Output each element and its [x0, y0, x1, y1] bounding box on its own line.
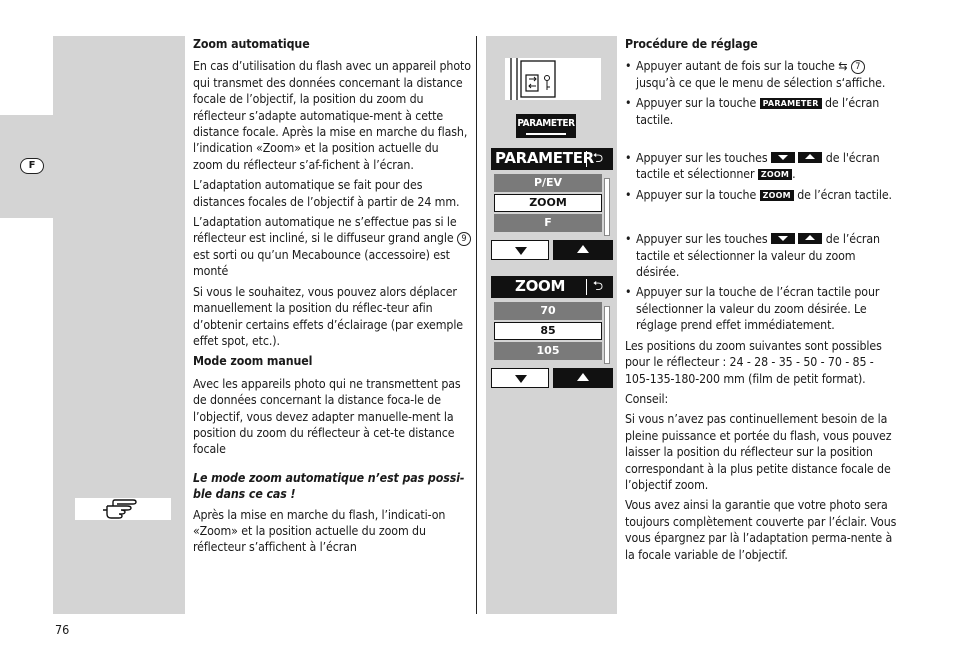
step-5-text-a: Appuyer sur les touches — [636, 232, 768, 247]
auto-zoom-paragraph-3 — [193, 214, 471, 280]
parameter-menu-title: PARAMETER — [495, 149, 594, 167]
parameter-menu-scrollbar[interactable] — [604, 178, 610, 236]
step-3-text-a: Appuyer sur les touches — [636, 151, 768, 166]
up-arrow-button[interactable] — [553, 240, 613, 260]
parameter-menu-screen — [491, 148, 613, 262]
zoom-value-item[interactable]: 85 — [494, 322, 602, 340]
zoom-key-tag: ZOOM — [760, 190, 794, 201]
step-5 — [625, 231, 900, 280]
zoom-menu-scrollbar[interactable] — [604, 306, 610, 364]
zoom-menu-titlebar — [491, 276, 613, 298]
parameter-menu-titlebar — [491, 148, 613, 170]
return-arrow-icon[interactable]: ⮌ — [586, 279, 609, 295]
auto-zoom-paragraph-4: Si vous le souhaitez, vous pouvez alors déplacer manuellement la position du réflec-teur afin d’obtenir certains effets d’éclairage (par exemple effet spot, etc.). — [193, 284, 464, 348]
tip-paragraph-1: Si vous n’avez pas continuellement besoin de la pleine puissance et portée du flash, vous pouvez laisser la position du réflecteur sur la position correspondant à la plus petite distance focale de l’objectif zoom. — [625, 412, 892, 492]
manual-zoom-paragraph: Avec les appareils photo qui ne transmettent pas de données concernant la distance foca-le de l’objectif, vous devez adapter manuelle-ment la position du zoom du réflecteur à cet-te distance focale — [193, 376, 461, 457]
reference-number-9: 9 — [457, 232, 471, 246]
zoom-menu-title: ZOOM — [515, 277, 566, 295]
auto-zoom-paragraph-2: L’adaptation automatique se fait pour des distances focales de l’objectif à partir de 24 mm. — [193, 178, 460, 209]
step-4-text-b: de l’écran tactile. — [797, 187, 892, 202]
step-3-text-c: . — [792, 167, 796, 182]
step-3-text-b: de l'écran tactile et sélectionner — [636, 151, 880, 182]
step-5-text-b: de l’écran tactile et sélectionner la valeur du zoom désirée. — [636, 232, 880, 280]
step-4 — [625, 187, 900, 203]
note-text: Le mode zoom automatique n’est pas possi-ble dans ce cas ! — [193, 470, 465, 502]
column-divider — [476, 36, 477, 614]
tip-label: Conseil: — [625, 391, 669, 406]
step-1-text-b: jusqu’à ce que le menu de sélection s‘affiche. — [636, 75, 886, 90]
parameter-menu-item[interactable]: ZOOM — [494, 194, 602, 212]
note-icon-box — [75, 498, 171, 520]
left-column — [193, 36, 471, 560]
step-3 — [625, 150, 900, 183]
down-arrow-button[interactable] — [491, 240, 549, 260]
zoom-value-list — [494, 302, 602, 362]
down-key-icon — [771, 233, 795, 244]
parameter-button-label: PARAMETER — [517, 118, 575, 129]
down-arrow-button[interactable] — [491, 368, 549, 388]
step-4-text-a: Appuyer sur la touche — [636, 187, 757, 202]
right-column — [625, 36, 900, 567]
device-illustration — [505, 58, 601, 100]
zoom-positions-paragraph: Les positions du zoom suivantes sont possibles pour le réflecteur : 24 - 28 - 35 - 50 - 70 - 85 - 105-135-180-200 mm (film de petit format). — [625, 338, 882, 386]
parameter-menu-item[interactable]: F — [494, 214, 602, 232]
mode-toggle-icon: ⇆ — [838, 59, 848, 74]
manual-zoom-heading: Mode zoom manuel — [193, 354, 313, 369]
left-margin-band — [53, 36, 185, 614]
parameter-menu-list — [494, 174, 602, 234]
language-badge: F — [20, 158, 44, 174]
parameter-menu-item[interactable]: P/EV — [494, 174, 602, 192]
up-key-icon — [798, 152, 822, 163]
pointing-hand-icon — [103, 499, 143, 519]
step-6: • Appuyer sur la touche de l’écran tactile pour sélectionner la valeur du zoom désirée. Le réglage prend effet immédiatement. — [625, 284, 900, 333]
up-key-icon — [798, 233, 822, 244]
reference-number-7: 7 — [851, 60, 865, 74]
flash-rear-icon — [505, 58, 601, 100]
auto-zoom-paragraph-3b: est sorti ou qu’un Mecabounce (accessoire) est monté — [193, 247, 450, 279]
procedure-heading: Procédure de réglage — [625, 37, 758, 51]
auto-zoom-paragraph-1: En cas d’utilisation du flash avec un appareil photo qui transmet des données concernant la distance focale de l’objectif, la position du zoom du réflecteur s’adapte automatique-ment à cette distance focale. Après la mise en marche du flash, l’indication «Zoom» et la position actuelle du zoom du réflecteur s’af-fichent à l’écran. — [193, 59, 471, 172]
parameter-key-tag: PARAMETER — [760, 98, 822, 109]
step-2 — [625, 95, 900, 128]
zoom-value-item[interactable]: 70 — [494, 302, 602, 320]
step-2-text-a: Appuyer sur la touche — [636, 96, 757, 111]
tip-paragraph-2: Vous avez ainsi la garantie que votre photo sera toujours complètement couverte par l’éclair. Vous vous épargnez par là l’adaptation perma-nente à la focale variable de l’objectif. — [625, 498, 897, 562]
page-number: 76 — [55, 622, 70, 637]
return-arrow-icon[interactable]: ⮌ — [586, 151, 609, 167]
parameter-button-underline — [526, 133, 566, 135]
step-2-text-b: de l’écran tactile. — [636, 96, 880, 127]
parameter-menu-buttons — [491, 240, 613, 260]
auto-zoom-heading: Zoom automatique — [193, 37, 310, 51]
step-1 — [625, 58, 900, 91]
down-key-icon — [771, 152, 795, 163]
zoom-menu-buttons — [491, 368, 613, 388]
zoom-key-tag: ZOOM — [758, 169, 792, 180]
auto-zoom-paragraph-3a: L’adaptation automatique ne s’effectue pas si le réflecteur est incliné, si le diffuseur grand angle — [193, 215, 457, 246]
parameter-button[interactable] — [516, 114, 576, 138]
step-1-text-a: Appuyer autant de fois sur la touche — [636, 59, 835, 74]
zoom-value-item[interactable]: 105 — [494, 342, 602, 360]
up-arrow-button[interactable] — [553, 368, 613, 388]
note-paragraph: Après la mise en marche du flash, l’indicati-on «Zoom» et la position actuelle du zoom du réflecteur s’affichent à l’écran — [193, 507, 446, 555]
zoom-menu-screen — [491, 276, 613, 392]
